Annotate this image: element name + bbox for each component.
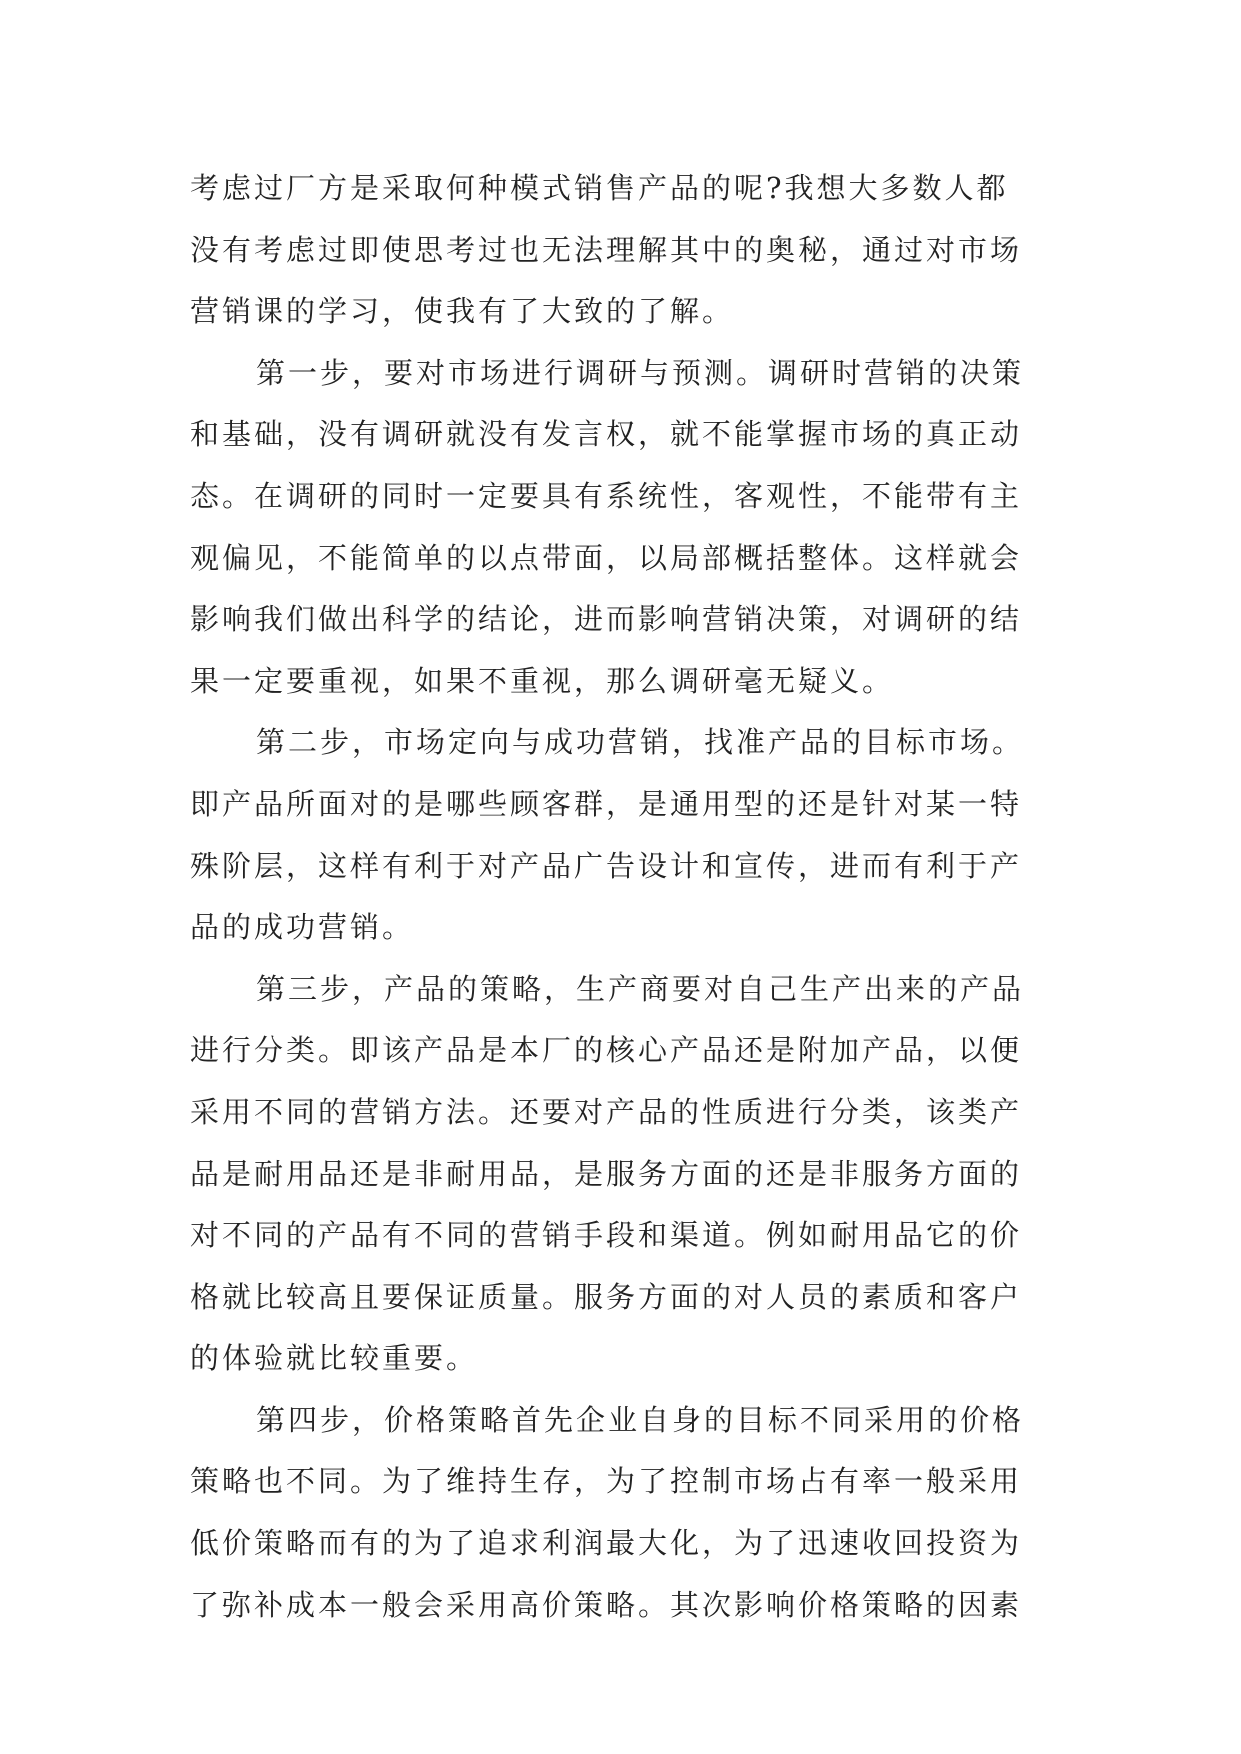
text-line: 策略也不同。为了维持生存，为了控制市场占有率一般采用 (190, 1464, 1023, 1499)
paragraph-first-line: 第三步，产品的策略，生产商要对自己生产出来的产品 (256, 971, 1025, 1006)
body-text (190, 158, 1070, 1636)
text-line: 的体验就比较重要。 (190, 1341, 479, 1376)
text-line: 格就比较高且要保证质量。服务方面的对人员的素质和客户 (190, 1279, 1023, 1314)
text-line: 考虑过厂方是采取何种模式销售产品的呢?我想大多数人都 (190, 171, 1009, 205)
text-line: 营销课的学习，使我有了大致的了解。 (190, 294, 735, 329)
paragraph-first-line: 第四步，价格策略首先企业自身的目标不同采用的价格 (256, 1402, 1025, 1437)
text-line: 和基础，没有调研就没有发言权，就不能掌握市场的真正动 (190, 417, 1023, 452)
text-line: 低价策略而有的为了追求利润最大化，为了迅速收回投资为 (190, 1526, 1023, 1561)
text-line: 影响我们做出科学的结论，进而影响营销决策，对调研的结 (190, 602, 1023, 637)
text-line: 了弥补成本一般会采用高价策略。其次影响价格策略的因素 (190, 1587, 1023, 1622)
text-line: 采用不同的营销方法。还要对产品的性质进行分类，该类产 (190, 1094, 1023, 1129)
text-line: 品的成功营销。 (190, 910, 415, 945)
text-line: 观偏见，不能简单的以点带面，以局部概括整体。这样就会 (190, 540, 1023, 575)
paragraph-first-line: 第一步，要对市场进行调研与预测。调研时营销的决策 (256, 355, 1025, 390)
text-line: 态。在调研的同时一定要具有系统性，客观性，不能带有主 (190, 478, 1023, 513)
text-line: 品是耐用品还是非耐用品，是服务方面的还是非服务方面的 (190, 1156, 1023, 1191)
text-line: 进行分类。即该产品是本厂的核心产品还是附加产品，以便 (190, 1033, 1023, 1068)
paragraph-first-line: 第二步，市场定向与成功营销，找准产品的目标市场。 (256, 725, 1025, 760)
text-line: 殊阶层，这样有利于对产品广告设计和宣传，进而有利于产 (190, 848, 1023, 883)
text-line: 果一定要重视，如果不重视，那么调研毫无疑义。 (190, 663, 895, 698)
text-line: 即产品所面对的是哪些顾客群，是通用型的还是针对某一特 (190, 786, 1023, 821)
text-line: 对不同的产品有不同的营销手段和渠道。例如耐用品它的价 (190, 1218, 1023, 1253)
text-line: 没有考虑过即使思考过也无法理解其中的奥秘，通过对市场 (190, 232, 1023, 267)
